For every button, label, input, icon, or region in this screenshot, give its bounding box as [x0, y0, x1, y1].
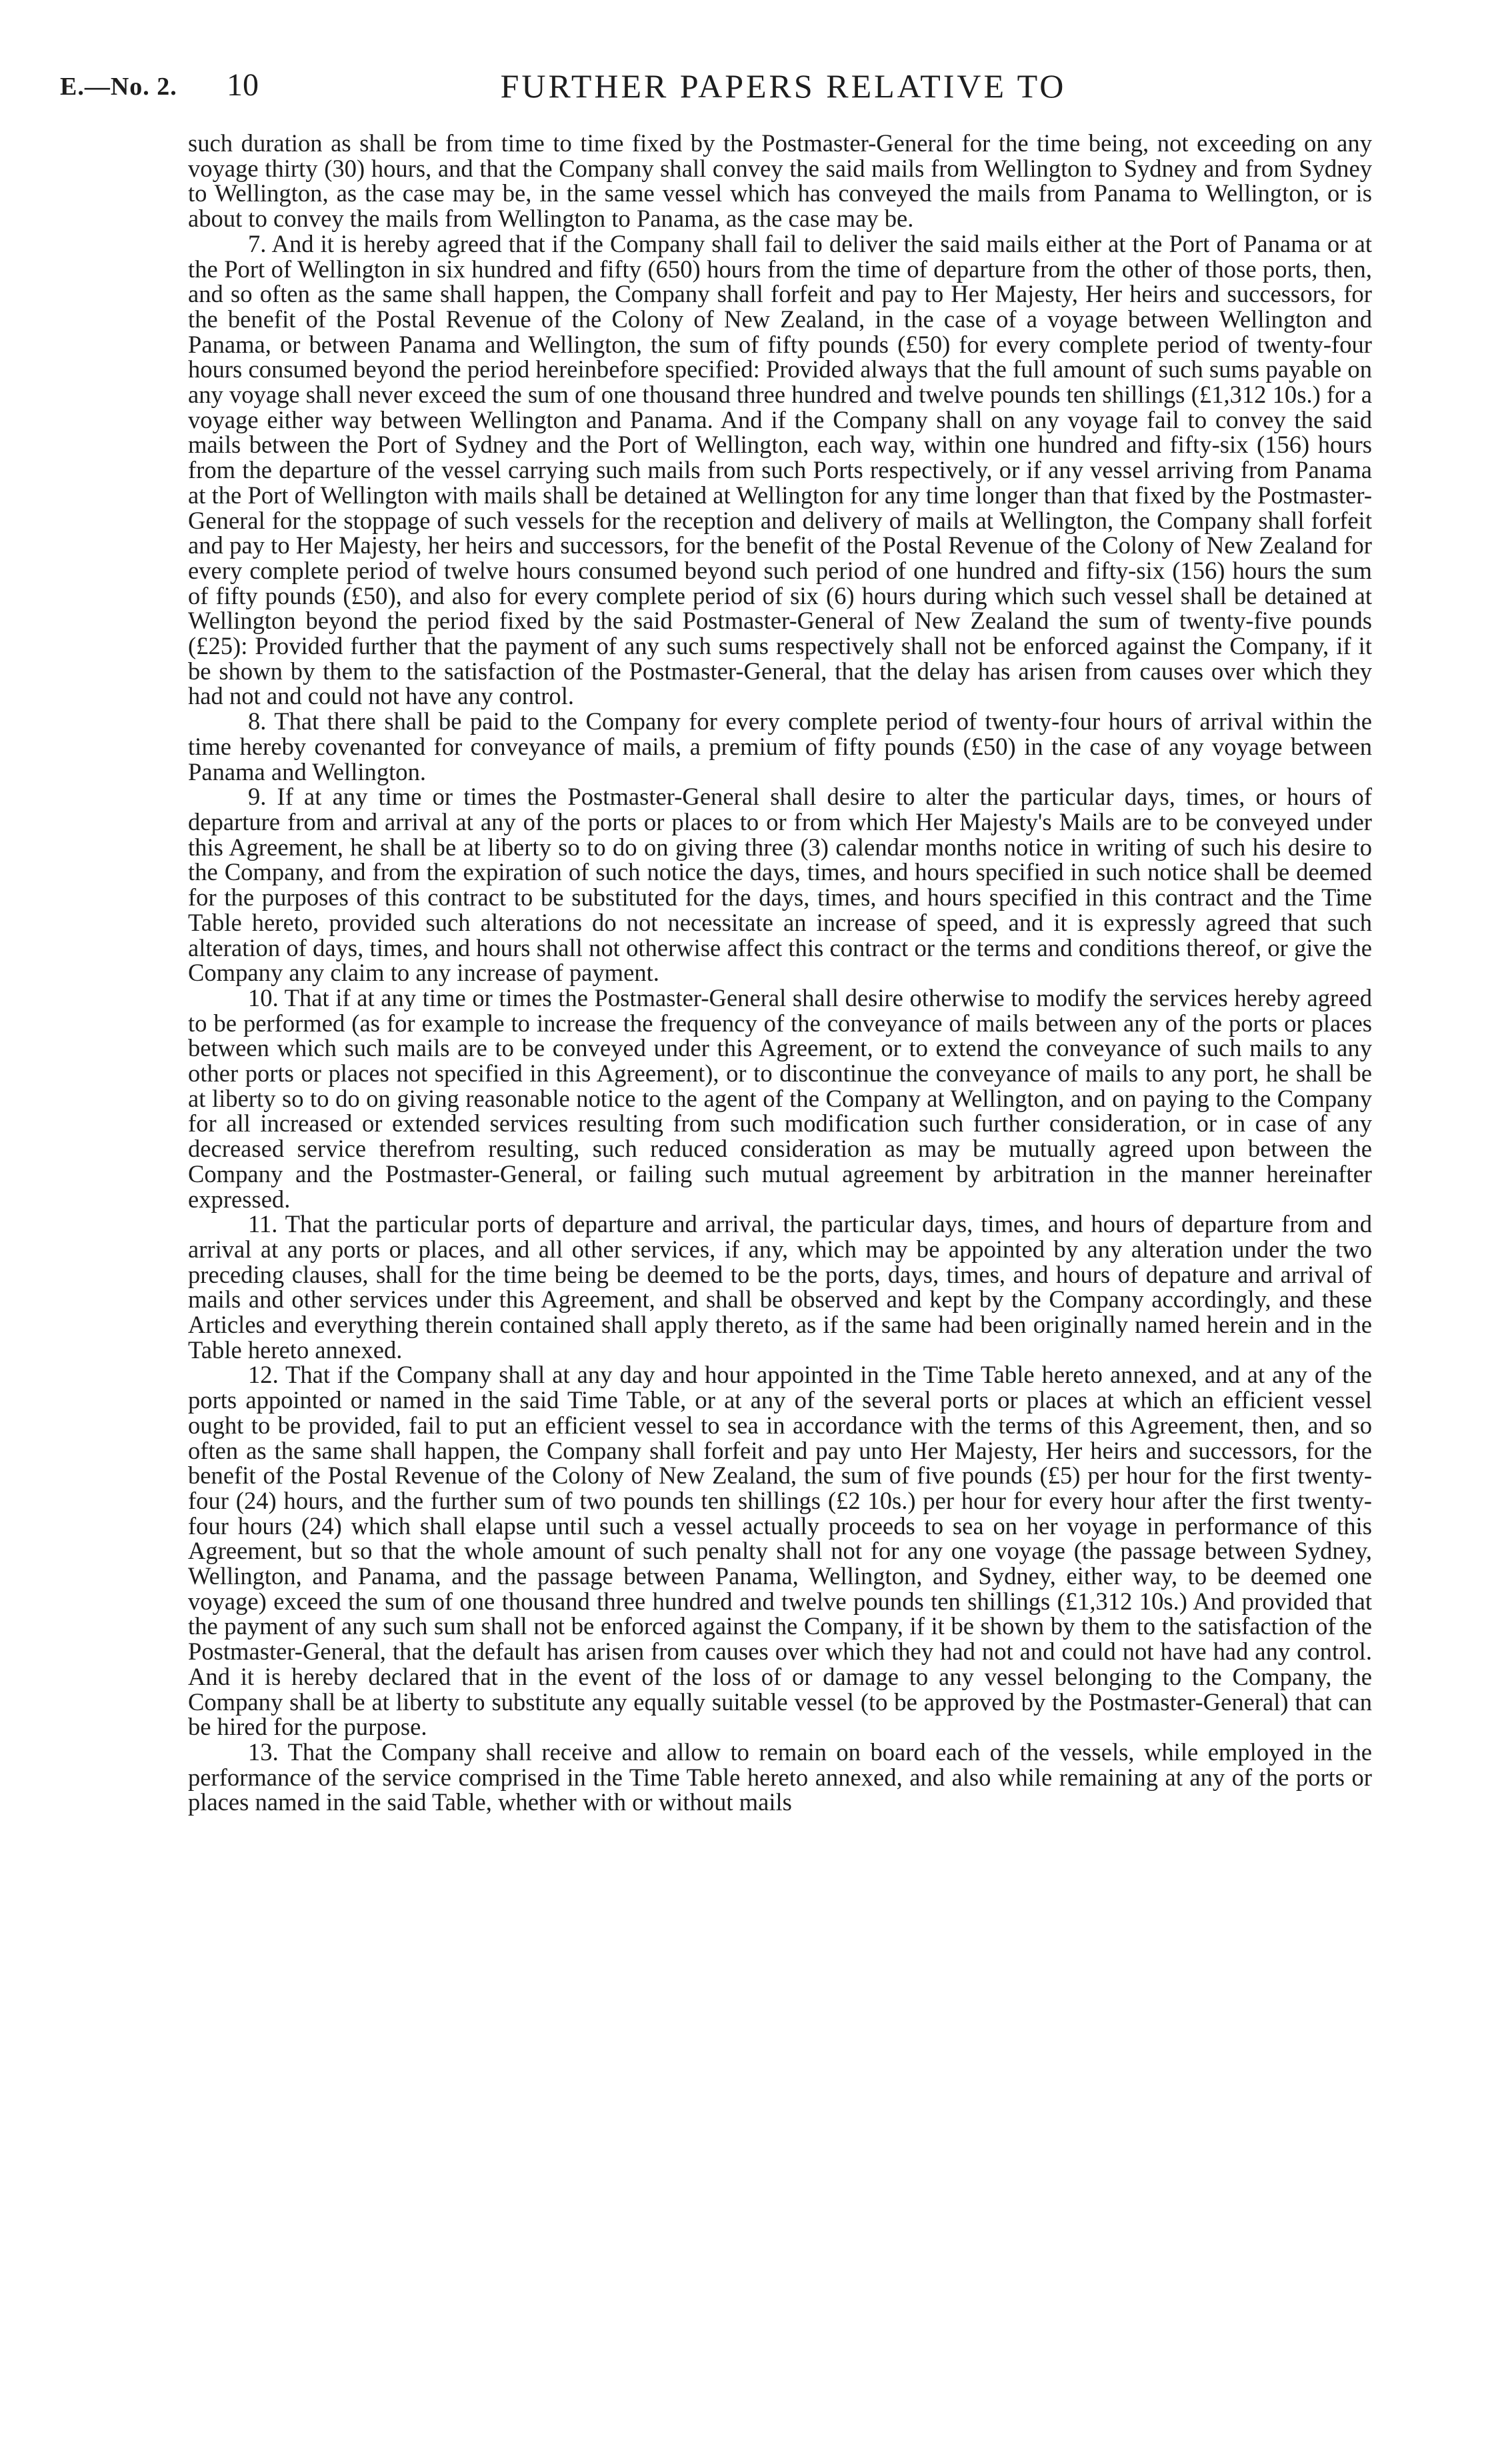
page-number: 10 — [227, 67, 259, 103]
clause-10: 10. That if at any time or times the Postmaster-General shall desire otherwise to modify the services hereby agreed to be performed (as for example to increase the frequency of the conveyance of mails between any of the ports or places between which such mails are to be conveyed under this Agreement, or to extend the conveyance of such mails to any other ports or places not specified in this Agreement), or to discontinue the conveyance of mails to any port, he shall be at liberty so to do on giving reasonable notice to the agent of the Company at Wellington, and on paying to the Company for all increased or extended services resulting from such modification such further consideration, or in case of any decreased service therefrom resulting, such reduced consideration as may be mutually agreed upon between the Company and the Postmaster-General, or failing such mutual agreement by arbitration in the manner hereinafter expressed. — [188, 983, 1372, 1213]
running-title: FURTHER PAPERS RELATIVE TO — [500, 67, 1067, 105]
clause-13: 13. That the Company shall receive and allow to remain on board each of the vessels, while employed in the performance of the service comprised in the Time Table hereto annexed, and also while remaining at any of the ports or places named in the said Table, whether with or without mails — [188, 1738, 1372, 1816]
clause-8: 8. That there shall be paid to the Company for every complete period of twenty-four hours of arrival within the time hereby covenanted for conveyance of mails, a premium of fifty pounds (£50) in the case of any voyage between Panama and Wellington. — [188, 707, 1372, 785]
paragraph-continuation: such duration as shall be from time to time fixed by the Postmaster-General for the time being, not exceeding on any voyage thirty (30) hours, and that the Company shall convey the said mails from Wellington to Sydney and from Sydney to Wellington, as the case may be, in the same vessel which has conveyed the mails from Panama to Wellington, or is about to convey the mails from Wellington to Panama, as the case may be. — [188, 129, 1372, 233]
clause-9: 9. If at any time or times the Postmaster-General shall desire to alter the particular days, times, or hours of departure from and arrival at any of the ports or places to or from which Her Majesty's Mails are to be conveyed under this Agreement, he shall be at liberty so to do on giving three (3) calendar months notice in writing of such his desire to the Company, and from the expiration of such notice the days, times, and hours specified in such notice shall be deemed for the purposes of this contract to be substituted for the days, times, and hours specified in this contract and the Time Table hereto, provided such alterations do not necessitate an increase of speed, and it is expressly agreed that such alteration of days, times, and hours shall not otherwise affect this contract or the terms and conditions thereof, or give the Company any claim to any increase of payment. — [188, 783, 1372, 987]
body-text — [188, 131, 1372, 1815]
clause-12: 12. That if the Company shall at any day and hour appointed in the Time Table hereto annexed, and at any of the ports appointed or named in the said Time Table, or at any of the several ports or places at which an efficient vessel ought to be provided, fail to put an efficient vessel to sea in accordance with the terms of this Agreement, then, and so often as the same shall happen, the Company shall forfeit and pay unto Her Majesty, Her heirs and successors, for the benefit of the Postal Revenue of the Colony of New Zealand, the sum of five pounds (£5) per hour for the first twenty-four (24) hours, and the further sum of two pounds ten shillings (£2 10s.) per hour for every hour after the first twenty-four hours (24) which shall elapse until such a vessel actually proceeds to sea on her voyage in performance of this Agreement, but so that the whole amount of such penalty shall not for any one voyage (the passage between Sydney, Wellington, and Panama, and the passage between Panama, Wellington, and Sydney, either way, to be deemed one voyage) exceed the sum of one thousand three hundred and twelve pounds ten shillings (£1,312 10s.) And provided that the payment of any such sum shall not be enforced against the Company, if it be shown by them to the satisfaction of the Postmaster-General, that the default has arisen from causes over which they had not and could not have had any control. And it is hereby declared that in the event of the loss of or damage to any vessel belonging to the Company, the Company shall be at liberty to substitute any equally suitable vessel (to be approved by the Postmaster-General) that can be hired for the purpose. — [188, 1361, 1372, 1741]
clause-7: 7. And it is hereby agreed that if the Company shall fail to deliver the said mails either at the Port of Panama or at the Port of Wellington in six hundred and fifty (650) hours from the time of departure from the other of those ports, then, and so often as the same shall happen, the Company shall forfeit and pay to Her Majesty, Her heirs and successors, for the benefit of the Postal Revenue of the Colony of New Zealand, in the case of a voyage between Wellington and Panama, or between Panama and Wellington, the sum of fifty pounds (£50) for every complete period of twenty-four hours consumed beyond the period hereinbefore specified: Provided always that the full amount of such sums payable on any voyage shall never exceed the sum of one thousand three hundred and twelve pounds ten shillings (£1,312 10s.) for a voyage either way between Wellington and Panama. And if the Company shall on any voyage fail to convey the said mails between the Port of Sydney and the Port of Wellington, each way, within one hundred and fifty-six (156) hours from the departure of the vessel carrying such mails from such Ports respectively, or if any vessel arriving from Panama at the Port of Wellington with mails shall be detained at Wellington for any time longer than that fixed by the Postmaster-General for the stoppage of such vessels for the reception and delivery of mails at Wellington, the Company shall forfeit and pay to Her Majesty, her heirs and successors, for the benefit of the Postal Revenue of the Colony of New Zealand for every complete period of twelve hours consumed beyond such period of one hundred and fifty-six (156) hours the sum of fifty pounds (£50), and also for every complete period of six (6) hours during which such vessel shall be detained at Wellington beyond the period fixed by the said Postmaster-General of New Zealand the sum of twenty-five pounds (£25): Provided further that the payment of any such sums respectively shall not be enforced against the Company, if it be shown by them to the satisfaction of the Postmaster-General, that the delay has arisen from causes over which they had not and could not have any control. — [188, 229, 1372, 710]
clause-11: 11. That the particular ports of departure and arrival, the particular days, times, and hours of departure from and arrival at any ports or places, and all other services, if any, which may be appointed by any alteration under the two preceding clauses, shall for the time being be deemed to be the ports, days, times, and hours of depature and arrival of mails and other services under this Agreement, and shall be observed and kept by the Company accordingly, and these Articles and everything therein contained shall apply thereto, as if the same had been originally named herein and in the Table hereto annexed. — [188, 1210, 1372, 1364]
document-reference: E.—No. 2. — [60, 73, 177, 101]
page-header — [60, 67, 1413, 107]
